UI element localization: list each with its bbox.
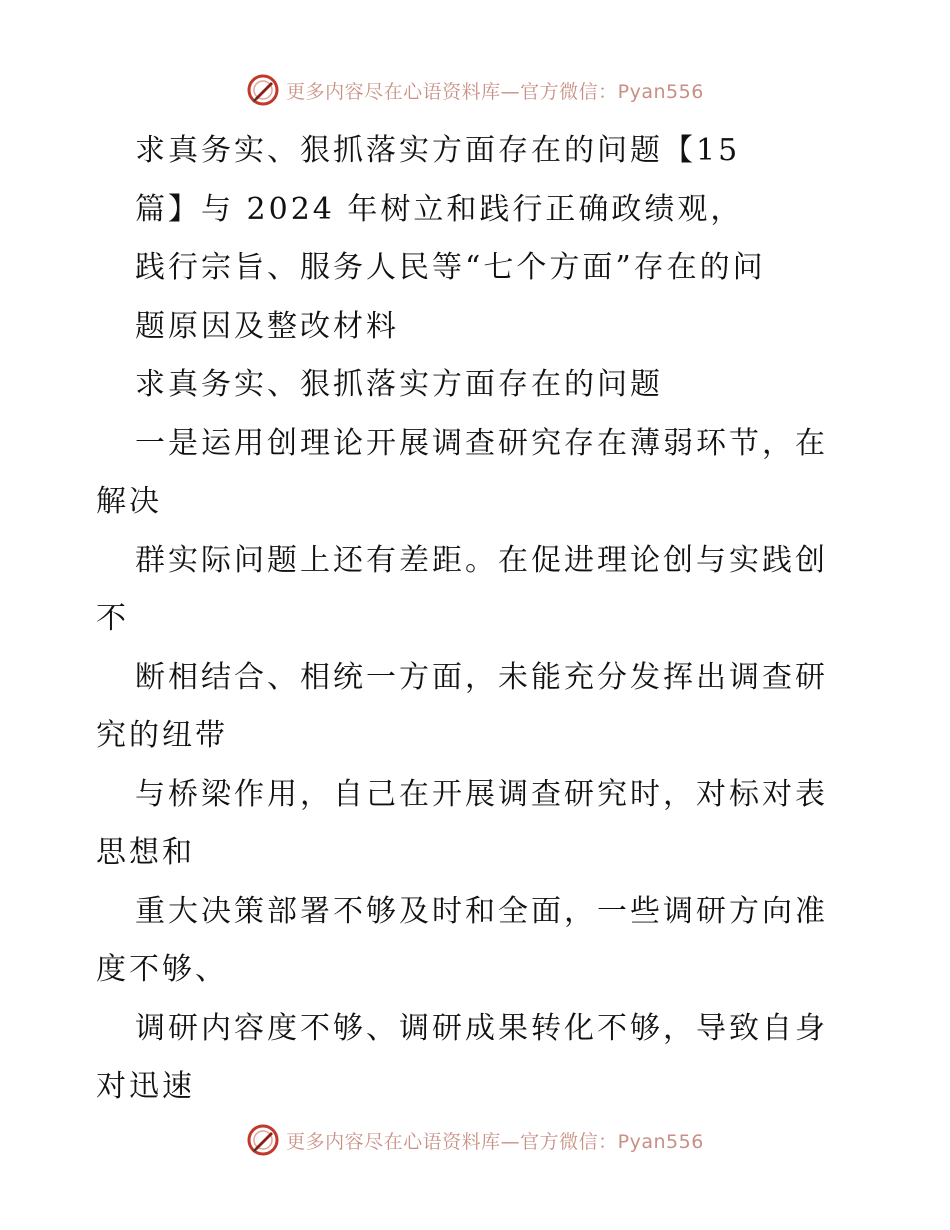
document-line: 重大决策部署不够及时和全面，一些调研方向准 bbox=[135, 893, 828, 929]
document-line: 践行宗旨、服务人民等“七个方面”存在的问 bbox=[135, 250, 766, 285]
document-line: 不 bbox=[96, 601, 129, 636]
header-banner bbox=[0, 70, 950, 110]
pen-logo-icon bbox=[246, 1123, 280, 1157]
document-line: 题原因及整改材料 bbox=[135, 308, 399, 344]
document-line: 群实际问题上还有差距。在促进理论创与实践创 bbox=[135, 542, 828, 578]
document-line: 一是运用创理论开展调查研究存在薄弱环节，在 bbox=[135, 425, 828, 461]
document-line: 断相结合、相统一方面，未能充分发挥出调查研 bbox=[135, 659, 828, 695]
document-line: 调研内容度不够、调研成果转化不够，导致自身 bbox=[135, 1010, 828, 1046]
document-line: 与桥梁作用，自己在开展调查研究时，对标对表 bbox=[135, 776, 828, 812]
document-line: 思想和 bbox=[96, 835, 195, 870]
document-line: 求真务实、狠抓落实方面存在的问题 bbox=[135, 367, 663, 402]
document-line: 求真务实、狠抓落实方面存在的问题【15 bbox=[135, 133, 741, 168]
footer-banner-inner bbox=[246, 1123, 704, 1157]
document-line: 究的纽带 bbox=[96, 718, 228, 753]
document-line: 篇】与 2024 年树立和践行正确政绩观， bbox=[135, 191, 744, 227]
footer-banner bbox=[0, 1120, 950, 1160]
document-body bbox=[96, 122, 856, 1117]
header-banner-text: 更多内容尽在心语资料库—官方微信：Pyan556 bbox=[286, 80, 704, 103]
header-banner-inner bbox=[246, 73, 704, 107]
footer-banner-text: 更多内容尽在心语资料库—官方微信：Pyan556 bbox=[286, 1130, 704, 1153]
pen-logo-icon bbox=[246, 73, 280, 107]
document-line: 解决 bbox=[96, 484, 162, 519]
document-line: 对迅速 bbox=[96, 1069, 195, 1104]
document-line: 度不够、 bbox=[96, 952, 228, 987]
